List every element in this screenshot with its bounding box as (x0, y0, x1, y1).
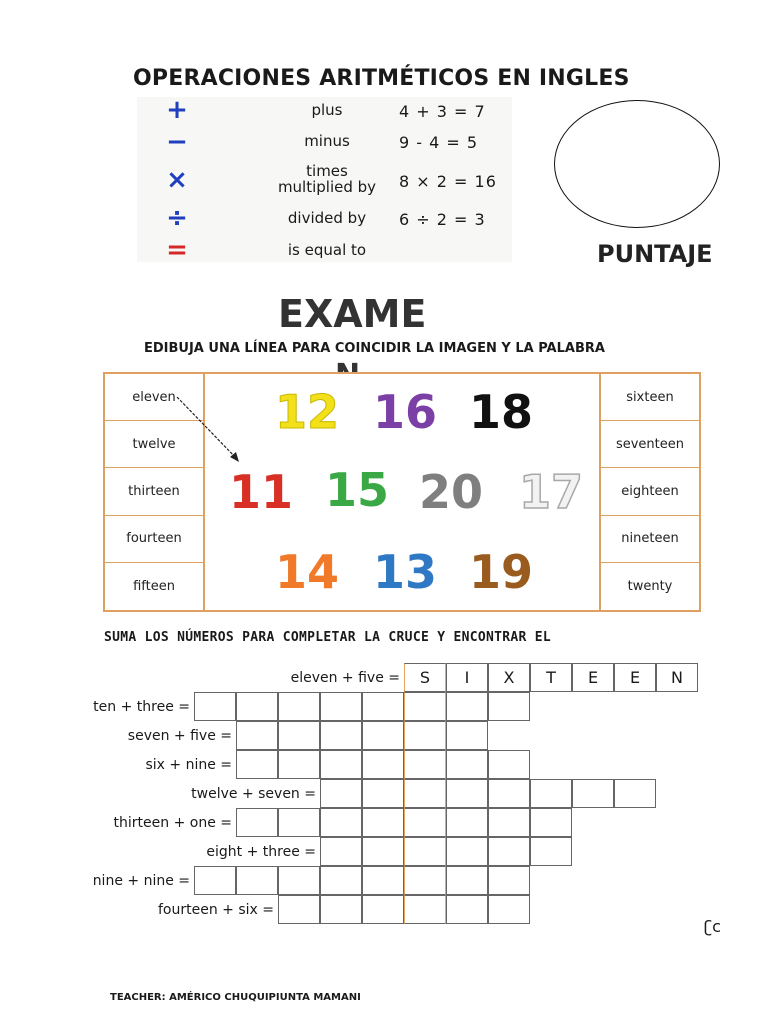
crossword-cell[interactable] (404, 837, 446, 866)
crossword-cell[interactable] (362, 866, 404, 895)
crossword-clue: ten + three = (93, 699, 190, 715)
crossword-cell[interactable] (446, 779, 488, 808)
crossword-cell[interactable] (362, 808, 404, 837)
crossword-cell[interactable] (362, 779, 404, 808)
crossword-row (80, 721, 710, 751)
operation-word: plus (311, 101, 343, 119)
crossword-cell[interactable] (320, 866, 362, 895)
crossword-cell[interactable] (446, 692, 488, 721)
crossword-cell[interactable] (194, 692, 236, 721)
crossword-cell[interactable]: I (446, 663, 488, 692)
crossword-cell[interactable] (446, 837, 488, 866)
crossword-row (80, 779, 710, 809)
word-cell-nineteen: nineteen (601, 516, 699, 563)
operation-row-equal (137, 237, 512, 267)
right-word-column (599, 374, 699, 610)
crossword-cell[interactable] (236, 866, 278, 895)
crossword-cell[interactable]: T (530, 663, 572, 692)
crossword-cell[interactable]: E (572, 663, 614, 692)
crossword-cell[interactable] (236, 692, 278, 721)
word-cell-twelve: twelve (105, 421, 203, 468)
operation-row-times (137, 163, 512, 199)
crossword-cell[interactable] (488, 750, 530, 779)
word-cell-eleven: eleven (105, 374, 203, 421)
number-17: 17 (519, 465, 584, 519)
corner-mark: ʗc (704, 917, 721, 936)
crossword-cell[interactable] (236, 721, 278, 750)
crossword-cell[interactable] (404, 866, 446, 895)
crossword-cell[interactable] (446, 721, 488, 750)
operation-word: is equal to (287, 241, 367, 259)
crossword-cell[interactable] (320, 808, 362, 837)
crossword-clue: six + nine = (145, 757, 232, 773)
crossword-cell[interactable] (362, 837, 404, 866)
crossword-cell[interactable]: E (614, 663, 656, 692)
crossword-cell[interactable] (236, 750, 278, 779)
word-cell-sixteen: sixteen (601, 374, 699, 421)
word-cell-eighteen: eighteen (601, 468, 699, 515)
crossword-row (80, 866, 710, 896)
crossword-cell[interactable] (446, 866, 488, 895)
crossword-cell[interactable] (362, 750, 404, 779)
word-cell-twenty: twenty (627, 578, 673, 594)
operation-example: 6 ÷ 2 = 3 (399, 210, 486, 229)
crossword-row (80, 692, 710, 722)
times-icon: × (166, 165, 188, 195)
crossword-cell[interactable] (320, 750, 362, 779)
crossword-cell[interactable] (446, 895, 488, 924)
crossword-row (80, 837, 710, 867)
crossword-cell[interactable] (446, 808, 488, 837)
crossword-clue: fourteen + six = (158, 902, 274, 918)
crossword-cell[interactable] (404, 721, 446, 750)
match-instruction: EDIBUJA UNA LÍNEA PARA COINCIDIR LA IMAGEN Y LA PALABRA (144, 341, 605, 356)
score-oval (554, 100, 720, 228)
crossword-cell[interactable] (488, 808, 530, 837)
operation-example: 4 + 3 = 7 (399, 102, 486, 121)
crossword-row-answer (80, 663, 710, 693)
number-13: 13 (373, 545, 438, 599)
crossword-cell[interactable] (530, 779, 572, 808)
crossword-cell[interactable] (488, 895, 530, 924)
crossword-cell[interactable] (278, 692, 320, 721)
exam-heading: EXAME (278, 292, 427, 336)
crossword-row (80, 808, 710, 838)
word-cell-thirteen: thirteen (105, 468, 203, 515)
crossword-cell[interactable] (320, 837, 362, 866)
operation-word: divided by (287, 209, 367, 227)
crossword-cell[interactable] (320, 692, 362, 721)
crossword-cell[interactable] (236, 808, 278, 837)
crossword-cell[interactable] (404, 895, 446, 924)
crossword-cell[interactable]: S (404, 663, 446, 692)
operations-table (137, 95, 512, 265)
number-16: 16 (373, 385, 438, 439)
plus-icon: + (166, 95, 188, 125)
crossword-clue: thirteen + one = (113, 815, 232, 831)
number-19: 19 (469, 545, 534, 599)
crossword-cell[interactable] (278, 721, 320, 750)
example-arrow-icon (175, 395, 245, 467)
crossword-cell[interactable] (320, 779, 362, 808)
crossword-clue: twelve + seven = (191, 786, 316, 802)
number-18: 18 (469, 385, 534, 439)
operation-row-divide (137, 205, 512, 235)
crossword-instruction: SUMA LOS NÚMEROS PARA COMPLETAR LA CRUCE Y ENCONTRAR EL (104, 630, 551, 645)
crossword-cell[interactable] (320, 721, 362, 750)
crossword-cell[interactable] (614, 779, 656, 808)
crossword-cell[interactable] (404, 750, 446, 779)
crossword-cell[interactable] (572, 779, 614, 808)
crossword-cell[interactable] (488, 692, 530, 721)
operation-row-minus (137, 129, 512, 159)
crossword-row (80, 750, 710, 780)
number-15: 15 (325, 463, 390, 517)
crossword-clue: seven + five = (127, 728, 232, 744)
minus-icon: − (166, 127, 188, 157)
crossword-cell[interactable] (446, 750, 488, 779)
crossword-cell[interactable] (488, 866, 530, 895)
crossword-cell[interactable] (404, 779, 446, 808)
number-crossword (80, 655, 710, 930)
crossword-cell[interactable] (320, 895, 362, 924)
operation-example: 9 - 4 = 5 (399, 133, 479, 152)
page-title: OPERACIONES ARITMÉTICOS EN INGLES (133, 66, 630, 91)
crossword-cell[interactable] (278, 866, 320, 895)
teacher-name: TEACHER: AMÉRICO CHUQUIPIUNTA MAMANI (110, 992, 361, 1003)
crossword-cell[interactable] (278, 750, 320, 779)
crossword-cell[interactable] (362, 692, 404, 721)
divide-icon: ÷ (166, 203, 188, 233)
crossword-cell[interactable] (278, 808, 320, 837)
operation-row-plus (137, 97, 512, 127)
crossword-cell[interactable] (194, 866, 236, 895)
score-label: PUNTAJE (597, 240, 713, 268)
crossword-clue: eight + three = (206, 844, 316, 860)
crossword-clue: nine + nine = (92, 873, 190, 889)
operation-word: minus (304, 132, 350, 150)
crossword-cell[interactable] (488, 837, 530, 866)
crossword-cell[interactable] (404, 808, 446, 837)
number-12: 12 (275, 385, 340, 439)
crossword-cell[interactable] (362, 721, 404, 750)
operation-word: times multiplied by (277, 162, 377, 196)
word-cell-fifteen: fifteen (133, 578, 175, 594)
crossword-cell[interactable] (404, 692, 446, 721)
crossword-cell[interactable] (530, 837, 572, 866)
crossword-cell[interactable] (488, 779, 530, 808)
equals-icon: = (166, 235, 188, 265)
crossword-row (80, 895, 710, 925)
crossword-cell[interactable] (362, 895, 404, 924)
number-20: 20 (419, 465, 484, 519)
word-cell-seventeen: seventeen (601, 421, 699, 468)
number-11: 11 (229, 465, 294, 519)
crossword-cell[interactable] (530, 808, 572, 837)
crossword-cell[interactable] (278, 895, 320, 924)
crossword-cell[interactable]: N (656, 663, 698, 692)
number-14: 14 (275, 545, 340, 599)
crossword-clue: eleven + five = (290, 670, 400, 686)
word-cell-fourteen: fourteen (105, 516, 203, 563)
operation-example: 8 × 2 = 16 (399, 172, 497, 191)
crossword-cell[interactable]: X (488, 663, 530, 692)
